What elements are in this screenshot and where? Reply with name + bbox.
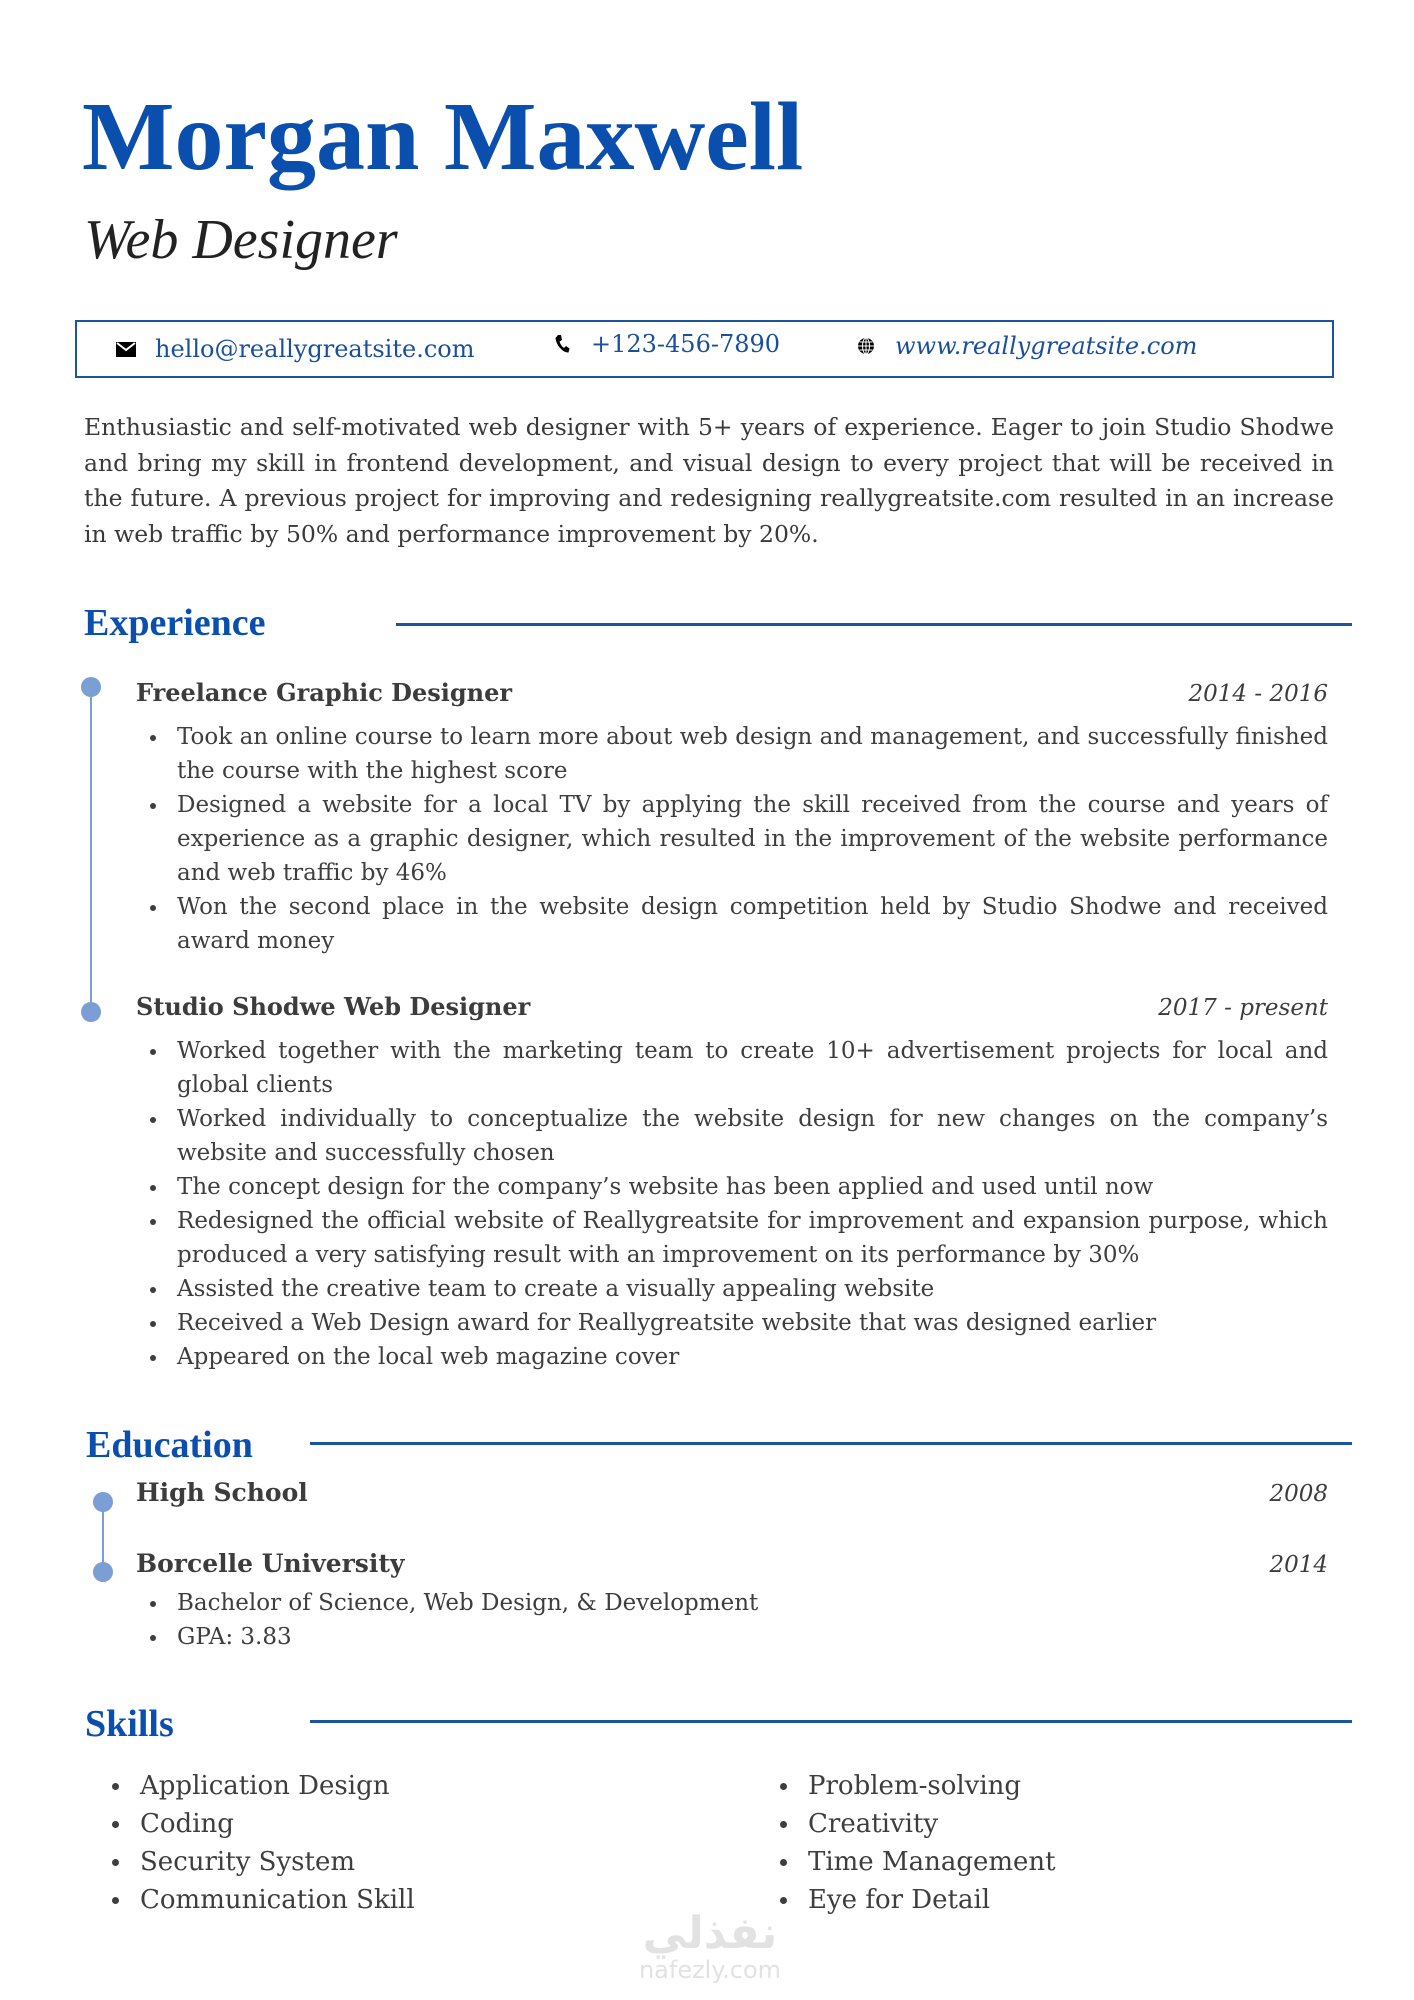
skill-item: Problem-solving [774, 1767, 1334, 1805]
job-title-heading: Web Designer [84, 209, 398, 271]
education-bullets [136, 1586, 1328, 1654]
bullet-item: Appeared on the local web magazine cover [136, 1340, 1328, 1374]
timeline-dot [93, 1492, 113, 1512]
contact-phone[interactable] [551, 317, 780, 371]
education-divider [310, 1442, 1352, 1445]
job-entry [136, 678, 1328, 958]
globe-icon [855, 335, 877, 357]
timeline-dot [93, 1562, 113, 1582]
bullet-item: Worked together with the marketing team to create 10+ advertisement projects for local and global clients [136, 1034, 1328, 1102]
section-heading-experience: Experience [84, 602, 266, 644]
bullet-item: The concept design for the company’s website has been applied and used until now [136, 1170, 1328, 1204]
experience-divider [396, 623, 1352, 626]
envelope-icon [115, 338, 137, 360]
section-heading-skills: Skills [85, 1703, 174, 1745]
email-text[interactable]: hello@reallygreatsite.com [155, 335, 475, 363]
skill-item: Eye for Detail [774, 1881, 1334, 1919]
job-entry [136, 992, 1328, 1374]
candidate-name: Morgan Maxwell [82, 83, 804, 191]
job-role: Freelance Graphic Designer [136, 678, 513, 707]
skill-item: Creativity [774, 1805, 1334, 1843]
contact-website[interactable] [855, 319, 1197, 373]
education-year: 2008 [1269, 1481, 1328, 1507]
education-entry [136, 1549, 1328, 1654]
job-dates: 2014 - 2016 [1188, 681, 1328, 707]
bullet-item: Won the second place in the website design competition held by Studio Shodwe and received award money [136, 890, 1328, 958]
watermark-arabic: نفذلي [642, 1908, 778, 1959]
watermark [620, 1908, 800, 1985]
skills-list-left [106, 1767, 706, 1919]
education-entry [136, 1478, 1328, 1507]
job-bullets [136, 1034, 1328, 1374]
website-text[interactable]: www.reallygreatsite.com [895, 332, 1198, 360]
bullet-item: Received a Web Design award for Reallygreatsite website that was designed earlier [136, 1306, 1328, 1340]
bullet-item: Worked individually to conceptualize the website design for new changes on the company’s website and successfully chosen [136, 1102, 1328, 1170]
phone-icon [551, 333, 573, 355]
skill-item: Communication Skill [106, 1881, 706, 1919]
timeline-dot [81, 677, 101, 697]
education-year: 2014 [1269, 1552, 1328, 1578]
skills-list-right [774, 1767, 1334, 1919]
profile-summary: Enthusiastic and self-motivated web designer with 5+ years of experience. Eager to join Studio Shodwe and bring my skill in frontend development, and visual design to every project that will be received in the future. A previous project for improving and redesigning reallygreatsite.com resulted in an increase in web traffic by 50% and performance improvement by 20%. [84, 413, 1334, 548]
bullet-item: Assisted the creative team to create a visually appealing website [136, 1272, 1328, 1306]
skill-item: Time Management [774, 1843, 1334, 1881]
job-role: Studio Shodwe Web Designer [136, 992, 531, 1021]
contact-email[interactable] [115, 322, 474, 376]
school-name: High School [136, 1478, 308, 1507]
section-heading-education: Education [86, 1424, 253, 1466]
phone-text[interactable]: +123-456-7890 [591, 330, 781, 358]
bullet-item: Redesigned the official website of Reallygreatsite for improvement and expansion purpose, which produced a very satisfying result with an improvement on its performance by 30% [136, 1204, 1328, 1272]
bullet-item: GPA: 3.83 [136, 1620, 1328, 1654]
timeline-dot [81, 1002, 101, 1022]
bullet-item: Bachelor of Science, Web Design, & Development [136, 1586, 1328, 1620]
school-name: Borcelle University [136, 1549, 405, 1578]
contact-bar [75, 320, 1334, 378]
skill-item: Coding [106, 1805, 706, 1843]
skill-item: Application Design [106, 1767, 706, 1805]
skills-divider [310, 1720, 1352, 1723]
bullet-item: Took an online course to learn more about web design and management, and successfully finished the course with the highest score [136, 720, 1328, 788]
experience-timeline-line [90, 688, 92, 1012]
watermark-latin: nafezly.com [638, 1956, 782, 1984]
bullet-item: Designed a website for a local TV by applying the skill received from the course and years of experience as a graphic designer, which resulted in the improvement of the website performance and web traffic by 46% [136, 788, 1328, 890]
skill-item: Security System [106, 1843, 706, 1881]
job-dates: 2017 - present [1158, 995, 1328, 1021]
job-bullets [136, 720, 1328, 958]
